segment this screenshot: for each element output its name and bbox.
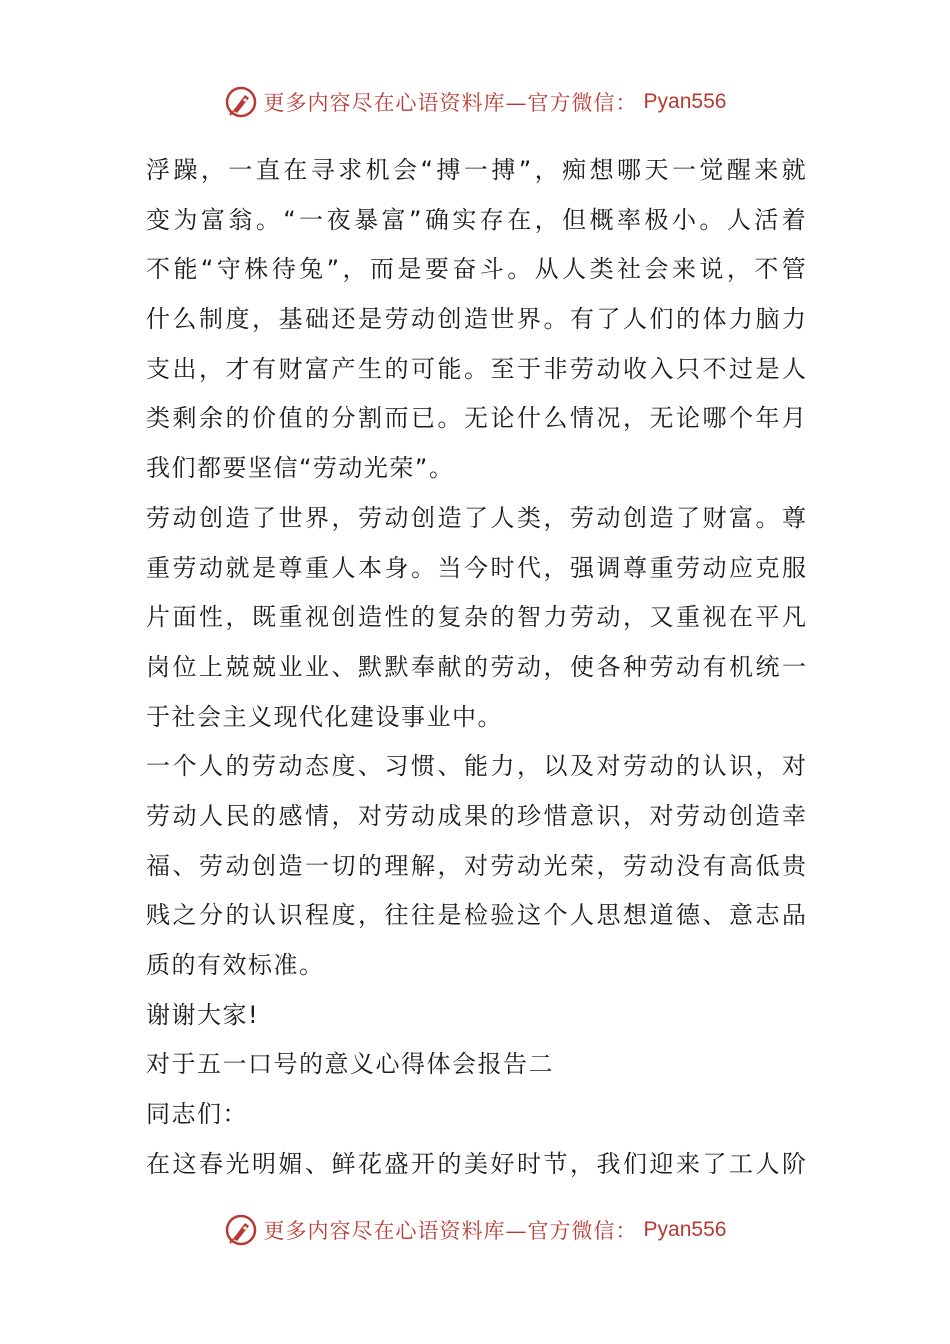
text-line: 福 、 劳 动 创 造 一 切 的 理 解 ， 对 劳 动 光 荣 ， 劳 动 没 有 高 低 贵 [146, 851, 806, 880]
pen-nib-logo-icon [224, 1213, 258, 1247]
text-line: 什 么 制 度 ， 基 础 还 是 劳 动 创 造 世 界 。 有 了 人 们 的 体 力 脑 力 [146, 305, 806, 334]
text-line: 贱 之 分 的 认 识 程 度 ， 往 往 是 检 验 这 个 人 思 想 道 德 、 意 志 品 [146, 901, 806, 930]
document-body [146, 146, 806, 1189]
text-line: 在 这 春 光 明 媚 、 鲜 花 盛 开 的 美 好 时 节 ， 我 们 迎 来 了 工 人 阶 [146, 1149, 806, 1178]
text-line: 支 出 ， 才 有 财 富 产 生 的 可 能 。 至 于 非 劳 动 收 入 只 不 过 是 人 [146, 354, 806, 383]
pen-nib-logo-icon [224, 85, 258, 119]
footer-banner [0, 1210, 950, 1250]
text-line: 质的有效标准。 [146, 951, 325, 979]
text-line: 我们都要坚信“劳动光荣”。 [146, 454, 455, 483]
text-line: 谢谢大家! [146, 1000, 260, 1029]
text-line: 劳 动 人 民 的 感 情 ， 对 劳 动 成 果 的 珍 惜 意 识 ， 对 劳 动 创 造 幸 [146, 801, 806, 830]
banner-wechat-id: Pyan556 [643, 1218, 727, 1241]
header-banner [0, 82, 950, 122]
text-line: 变 为 富 翁 。 “ 一 夜 暴 富 ” 确 实 存 在 ， 但 概 率 极 小 。 人 活 着 [146, 205, 806, 234]
text-line: 对于五一口号的意义心得体会报告二 [146, 1050, 554, 1079]
text-line: 于社会主义现代化建设事业中。 [146, 702, 503, 731]
text-line: 同志们： [146, 1100, 248, 1129]
banner-text: 更多内容尽在心语资料库—官方微信： [263, 1219, 638, 1243]
banner-text: 更多内容尽在心语资料库—官方微信： [263, 91, 638, 115]
text-line: 浮 躁 ， 一 直 在 寻 求 机 会 “ 搏 一 搏 ” ， 痴 想 哪 天 一 觉 醒 来 就 [146, 156, 806, 184]
banner-wechat-id: Pyan556 [643, 90, 727, 113]
text-line: 重 劳 动 就 是 尊 重 人 本 身 。 当 今 时 代 ， 强 调 尊 重 劳 动 应 克 服 [146, 553, 806, 582]
text-line: 一 个 人 的 劳 动 态 度 、 习 惯 、 能 力 ， 以 及 对 劳 动 的 认 识 ， 对 [146, 752, 806, 781]
text-line: 片 面 性 ， 既 重 视 创 造 性 的 复 杂 的 智 力 劳 动 ， 又 重 视 在 平 凡 [146, 603, 806, 632]
text-line: 岗 位 上 兢 兢 业 业 、 默 默 奉 献 的 劳 动 ， 使 各 种 劳 动 有 机 统 一 [146, 652, 806, 681]
text-line: 劳 动 创 造 了 世 界 ， 劳 动 创 造 了 人 类 ， 劳 动 创 造 了 财 富 。 尊 [146, 503, 806, 532]
text-line: 不 能 “ 守 株 待 兔 ” ， 而 是 要 奋 斗 。 从 人 类 社 会 来 说 ， 不 管 [146, 255, 806, 284]
text-line: 类 剩 余 的 价 值 的 分 割 而 已 。 无 论 什 么 情 况 ， 无 论 哪 个 年 月 [146, 404, 806, 433]
